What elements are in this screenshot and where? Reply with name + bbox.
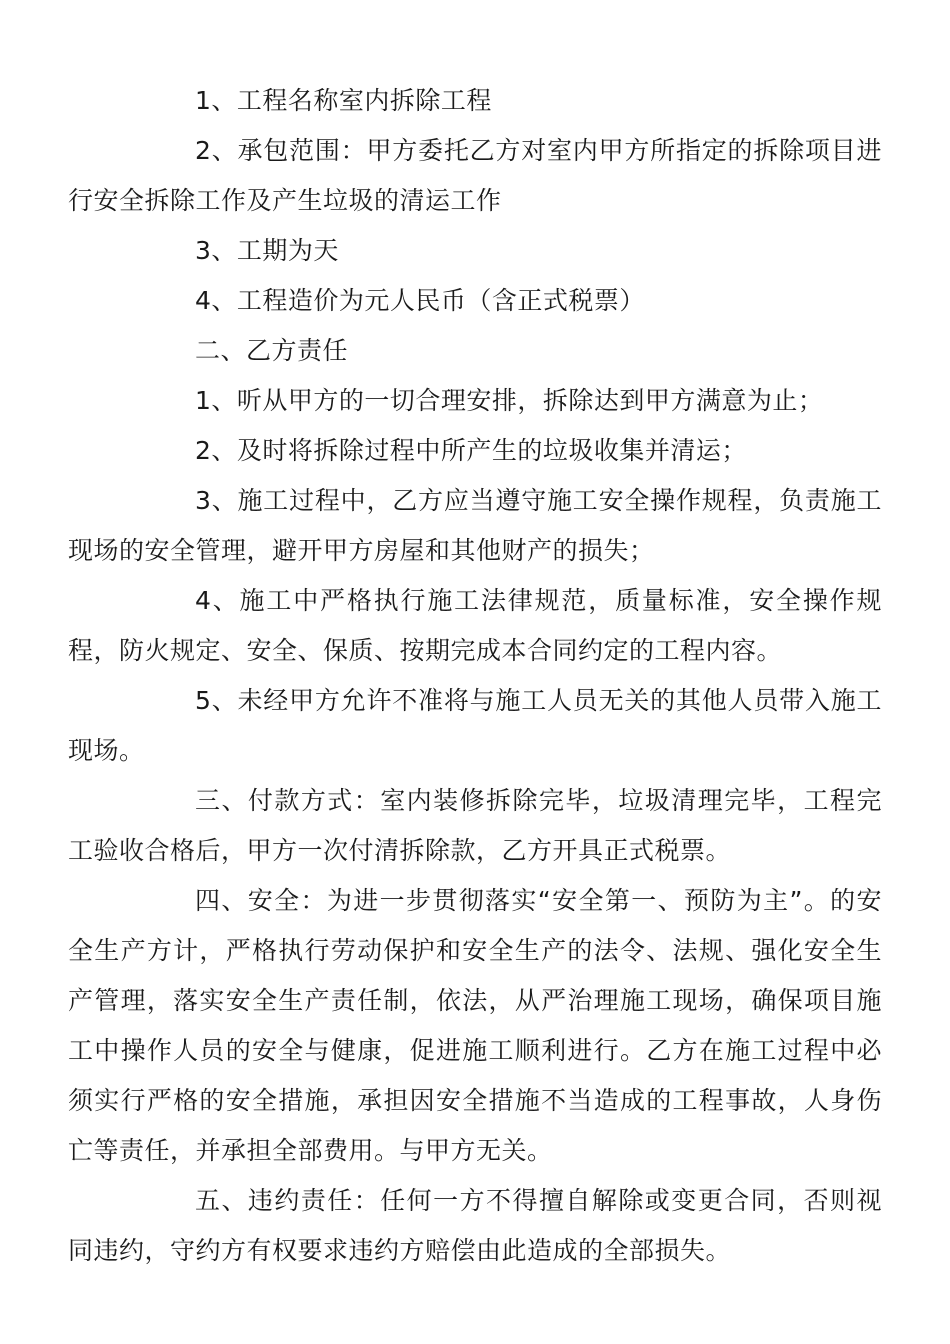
section-safety: 四、安全：为进一步贯彻落实“安全第一、预防为主”。的安全生产方计，严格执行劳动保护和安全生产的法令、法规、强化安全生产管理，落实安全生产责任制，依法，从严治理施工现场，确保项目施工中操作人员的安全与健康，促进施工顺利进行。乙方在施工过程中必须实行严格的安全措施，承担因安全措施不当造成的工程事故，人身伤亡等责任，并承担全部费用。与甲方无关。 <box>68 886 882 1165</box>
duty-item-4: 4、施工中严格执行施工法律规范，质量标准，安全操作规程，防火规定、安全、保质、按期完成本合同约定的工程内容。 <box>68 586 882 665</box>
section-payment-method: 三、付款方式：室内装修拆除完毕，垃圾清理完毕，工程完工验收合格后，甲方一次付清拆除款，乙方开具正式税票。 <box>68 786 882 865</box>
item-contract-scope: 2、承包范围：甲方委托乙方对室内甲方所指定的拆除项目进行安全拆除工作及产生垃圾的清运工作 <box>68 136 882 215</box>
section-breach-liability: 五、违约责任：任何一方不得擅自解除或变更合同，否则视同违约，守约方有权要求违约方赔偿由此造成的全部损失。 <box>68 1186 882 1265</box>
item-duration: 3、工期为天 <box>195 236 339 265</box>
section-heading-party-b-duties: 二、乙方责任 <box>195 336 349 365</box>
document-body <box>68 76 882 1276</box>
duty-item-2: 2、及时将拆除过程中所产生的垃圾收集并清运； <box>195 436 747 465</box>
item-project-name: 1、工程名称室内拆除工程 <box>195 86 492 115</box>
duty-item-1: 1、听从甲方的一切合理安排，拆除达到甲方满意为止； <box>195 386 824 415</box>
item-project-cost: 4、工程造价为元人民币（含正式税票） <box>195 286 645 315</box>
duty-item-5: 5、未经甲方允许不准将与施工人员无关的其他人员带入施工现场。 <box>68 686 882 765</box>
duty-item-3: 3、施工过程中，乙方应当遵守施工安全操作规程，负责施工现场的安全管理，避开甲方房屋和其他财产的损失； <box>68 486 882 565</box>
